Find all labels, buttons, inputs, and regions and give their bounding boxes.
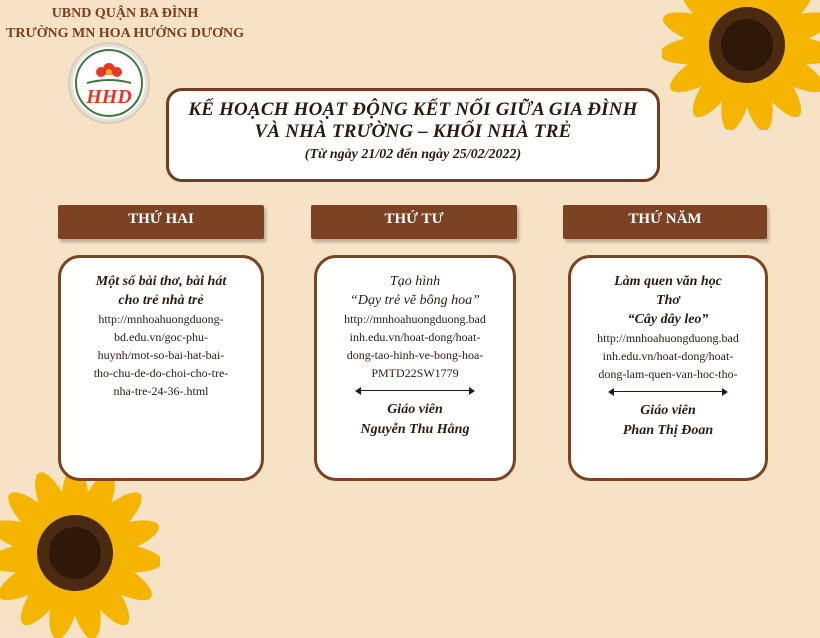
day-header-monday: THỨ HAI	[58, 205, 264, 239]
plan-title-line-1: KẾ HOẠCH HOẠT ĐỘNG KẾT NỐI GIỮA GIA ĐÌNH	[188, 99, 638, 120]
logo-text: HHD	[86, 86, 132, 108]
activity-title: cho trẻ nhà trẻ	[118, 293, 204, 308]
link-line: inh.edu.vn/hoat-dong/hoat-	[349, 330, 481, 344]
sunflower-top-right	[662, 0, 820, 130]
link-line: dong-tao-hinh-ve-bong-hoa-	[346, 348, 484, 362]
activity-card-monday	[58, 255, 264, 481]
activity-title: “Cây dây leo”	[627, 312, 709, 327]
activity-category: Làm quen văn học	[614, 274, 722, 289]
school-header	[0, 4, 250, 44]
link-line: http://mnhoahuongduong.bad	[597, 331, 739, 345]
activity-card-wednesday	[314, 255, 516, 481]
double-arrow-icon	[608, 387, 728, 397]
double-arrow-icon	[355, 386, 475, 396]
link-line: PMTD22SW1779	[371, 366, 459, 380]
link-line: bd.edu.vn/goc-phu-	[114, 330, 208, 344]
day-header-thursday: THỨ NĂM	[563, 205, 767, 239]
plan-title-line-2: VÀ NHÀ TRƯỜNG – KHỐI NHÀ TRẺ	[254, 121, 572, 142]
teacher-label: Giáo viên	[387, 402, 443, 417]
sunflower-bottom-left	[0, 468, 160, 638]
school-logo	[70, 44, 148, 122]
activity-category: Tạo hình	[389, 274, 441, 289]
link-line: dong-lam-quen-van-hoc-tho-	[598, 367, 738, 381]
activity-subcategory: Thơ	[656, 293, 680, 308]
activity-link[interactable]	[579, 329, 757, 383]
activity-title: “Dạy trẻ vẽ bông hoa”	[350, 293, 480, 308]
day-header-wednesday: THỨ TƯ	[311, 205, 517, 239]
teacher-name: Nguyễn Thu Hằng	[360, 422, 470, 437]
org-line-2: TRƯỜNG MN HOA HƯỚNG DƯƠNG	[6, 26, 244, 41]
teacher-label: Giáo viên	[640, 403, 696, 418]
activity-card-thursday	[568, 255, 768, 481]
org-line-1: UBND QUẬN BA ĐÌNH	[51, 6, 199, 21]
activity-link[interactable]	[69, 310, 253, 400]
plan-title-box	[166, 88, 660, 182]
activity-link[interactable]	[325, 310, 505, 382]
link-line: http://mnhoahuongduong.bad	[344, 312, 486, 326]
link-line: http://mnhoahuongduong-	[98, 312, 224, 326]
link-line: huynh/mot-so-bai-hat-bai-	[97, 348, 225, 362]
link-line: tho-chu-de-do-choi-cho-tre-	[93, 366, 229, 380]
link-line: nha-tre-24-36-.html	[113, 384, 209, 398]
link-line: inh.edu.vn/hoat-dong/hoat-	[602, 349, 734, 363]
activity-title: Một số bài thơ, bài hát	[95, 274, 227, 289]
plan-date-range: (Từ ngày 21/02 đến ngày 25/02/2022)	[304, 147, 522, 162]
teacher-name: Phan Thị Đoan	[622, 423, 714, 438]
